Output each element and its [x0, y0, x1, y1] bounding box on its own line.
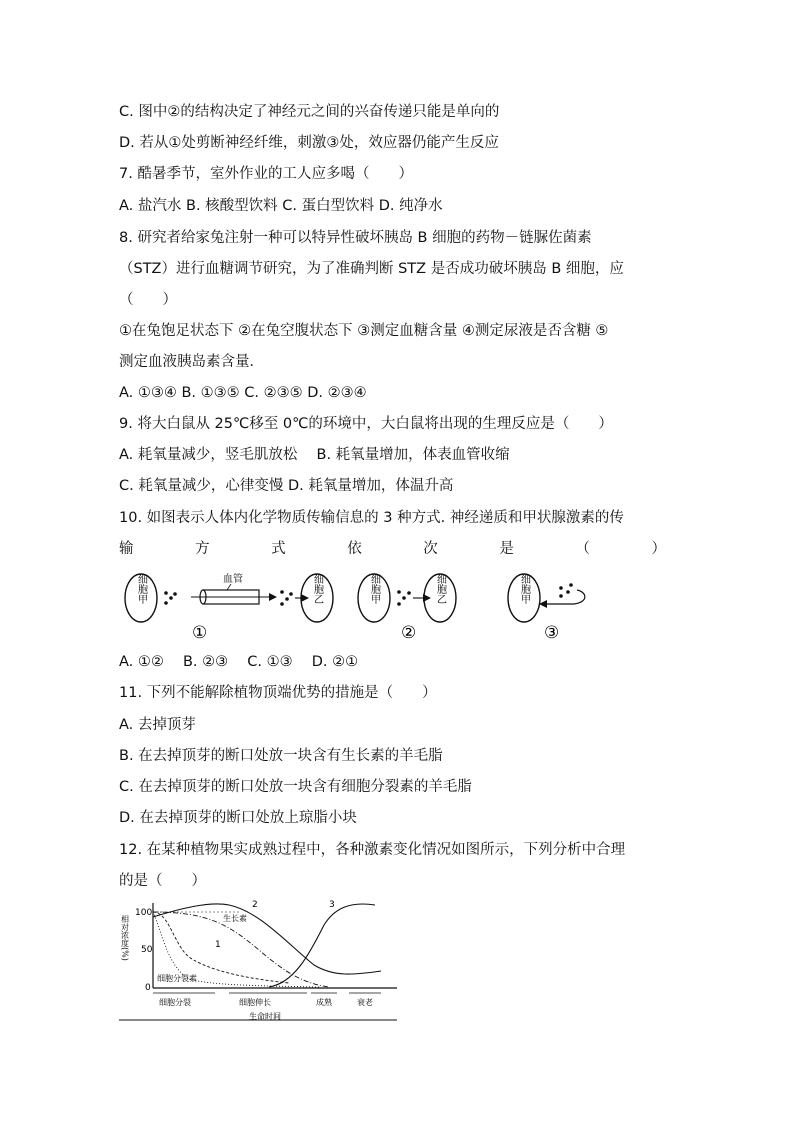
cell-b-label-1: 细胞乙	[311, 574, 323, 604]
question-8-conditions-2: 测定血液胰岛素含量．	[119, 354, 264, 370]
question-12-line1: 12. 在某种植物果实成熟过程中，各种激素变化情况如图所示，下列分析中合理	[119, 842, 626, 858]
cytokinin-label: 细胞分裂素	[157, 974, 197, 983]
stage-ripening: 成熟	[316, 998, 332, 1007]
spread-word: 式	[271, 541, 286, 557]
spread-word: 次	[423, 541, 438, 557]
spread-word: 是	[499, 541, 514, 557]
x-axis-label: 生命时间	[249, 1012, 281, 1021]
options-q8: A. ①③④ B. ①③⑤ C. ②③⑤ D. ②③④	[119, 385, 367, 401]
spread-word: ）	[651, 541, 666, 557]
question-8-conditions-1: ①在兔饱足状态下 ②在兔空腹状态下 ③测定血糖含量 ④测定尿液是否含糖 ⑤	[119, 323, 609, 339]
spread-word: 依	[347, 541, 362, 557]
vessel-label: 血管	[223, 574, 243, 585]
cell-a-label-2: 细胞甲	[368, 574, 380, 604]
spread-word: 方	[195, 541, 210, 557]
option-d-q6: D. 若从①处剪断神经纤维，刺激③处，效应器仍能产生反应	[119, 135, 499, 151]
spread-word: 输	[119, 541, 134, 557]
figure-label-3: ③	[544, 623, 560, 643]
question-10-line2	[119, 539, 666, 559]
cell-b-label-2: 细胞乙	[434, 574, 446, 604]
figure-q10	[119, 568, 594, 644]
option-b-q11: B. 在去掉顶芽的断口处放一块含有生长素的羊毛脂	[119, 748, 443, 764]
question-7: 7. 酷暑季节，室外作业的工人应多喝（ ）	[119, 166, 413, 182]
cell-a-label-1: 细胞甲	[135, 574, 147, 604]
auxin-label: 生长素	[223, 914, 247, 923]
y-tick-0: 0	[145, 983, 151, 993]
y-tick-100: 100	[135, 908, 153, 918]
question-12-line2: 的是（ ）	[119, 873, 206, 889]
spread-word: （	[575, 541, 590, 557]
question-8-line1: 8. 研究者给家兔注射一种可以特异性破坏胰岛 B 细胞的药物－链脲佐菌素	[119, 230, 592, 246]
question-8-line3: （ ）	[119, 292, 177, 308]
question-8-line2: （STZ）进行血糖调节研究，为了准确判断 STZ 是否成功破坏胰岛 B 细胞，应	[119, 261, 624, 277]
options-q7: A. 盐汽水 B. 核酸型饮料 C. 蛋白型饮料 D. 纯净水	[119, 198, 443, 214]
curve-label-2: 2	[252, 900, 258, 910]
options-q9-cd: C. 耗氧量减少，心律变慢 D. 耗氧量增加，体温升高	[119, 478, 454, 494]
stage-division: 细胞分裂	[159, 998, 191, 1007]
option-c-q6: C. 图中②的结构决定了神经元之间的兴奋传递只能是单向的	[119, 104, 500, 120]
stage-senescence: 衰老	[357, 998, 373, 1007]
curve-label-1: 1	[215, 940, 221, 950]
option-a-q11: A. 去掉顶芽	[119, 717, 196, 733]
option-d-q11: D. 在去掉顶芽的断口处放上琼脂小块	[119, 810, 357, 826]
question-9: 9. 将大白鼠从 25℃移至 0℃的环境中，大白鼠将出现的生理反应是（ ）	[119, 416, 613, 432]
y-tick-50: 50	[141, 945, 153, 955]
options-q10: A. ①② B. ②③ C. ①③ D. ②①	[119, 654, 359, 670]
figure-label-1: ①	[192, 623, 208, 643]
figure-q12	[119, 895, 401, 1027]
question-11: 11. 下列不能解除植物顶端优势的措施是（ ）	[119, 685, 437, 701]
figure-label-2: ②	[401, 623, 417, 643]
options-q9-ab: A. 耗氧量减少，竖毛肌放松 B. 耗氧量增加，体表血管收缩	[119, 447, 510, 463]
stage-elongation: 细胞伸长	[239, 998, 271, 1007]
option-c-q11: C. 在去掉顶芽的断口处放一块含有细胞分裂素的羊毛脂	[119, 779, 472, 795]
cell-a-label-3: 细胞甲	[518, 574, 530, 604]
question-10-line1: 10. 如图表示人体内化学物质传输信息的 3 种方式. 神经递质和甲状腺激素的传	[119, 510, 624, 526]
curve-label-3: 3	[329, 900, 335, 910]
y-axis-label: 相对浓度(%)	[120, 915, 130, 961]
